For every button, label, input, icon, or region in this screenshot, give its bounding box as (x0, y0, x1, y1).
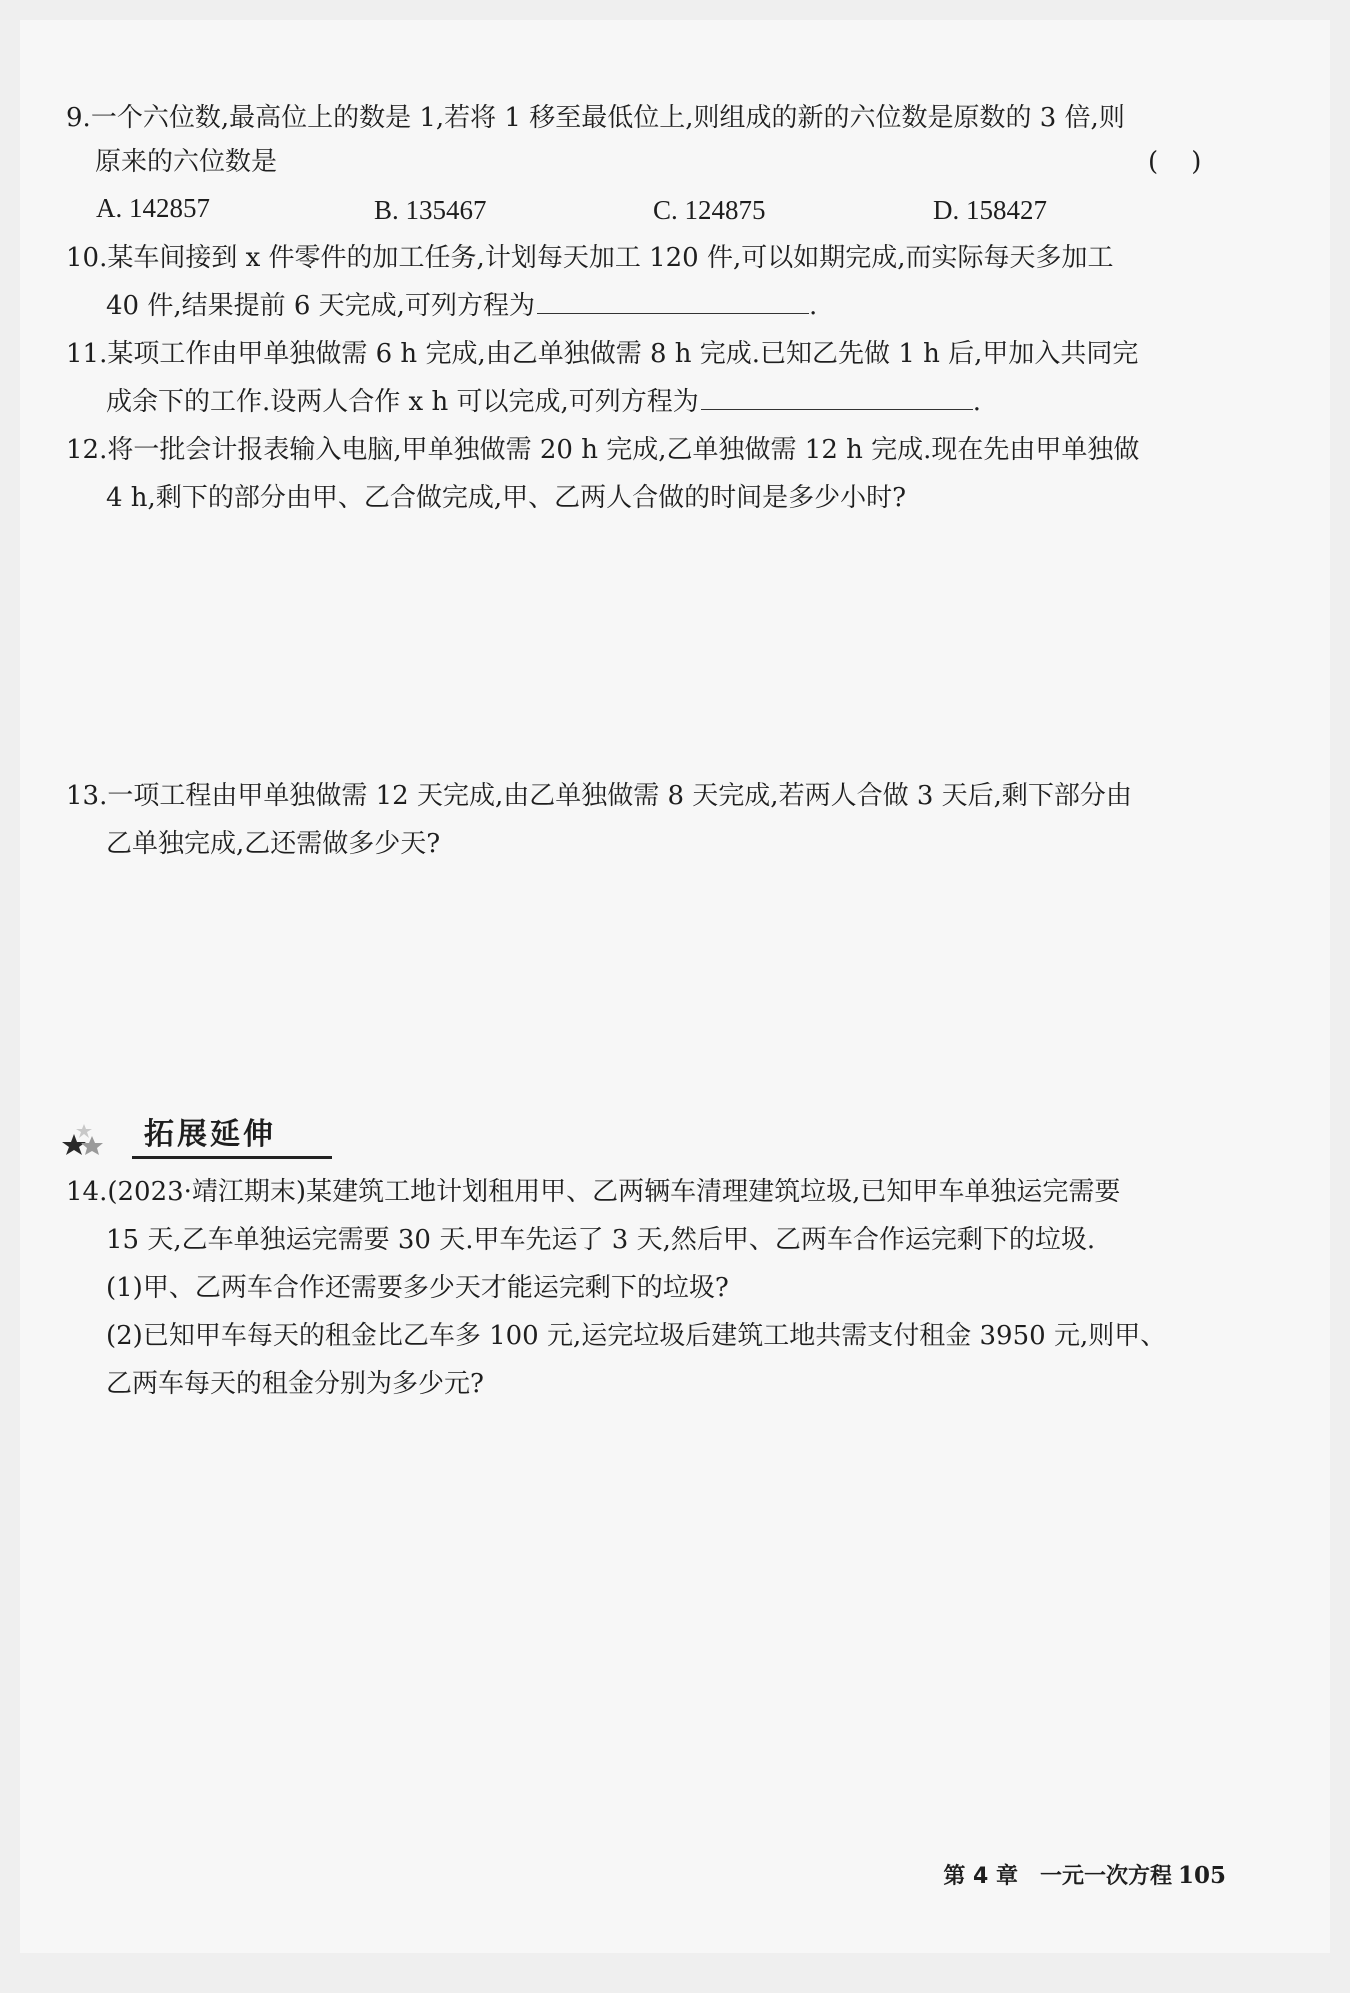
sub-question-2-continued: 乙两车每天的租金分别为多少元? (106, 1369, 484, 1399)
question-text-line: 乙单独完成,乙还需做多少天? (106, 829, 441, 859)
question-number: 13. (66, 781, 108, 811)
section-title: 拓展延伸 (144, 1117, 276, 1152)
question-text-line: 一项工程由甲单独做需 12 天完成,由乙单独做需 8 天完成,若两人合做 3 天后,剩下部分由 (107, 781, 1132, 811)
question-text-line: 一个六位数,最高位上的数是 1,若将 1 移至最低位上,则组成的新的六位数是原数的 3 倍,则 (90, 103, 1125, 133)
option-d: D. 158427 (933, 195, 1047, 225)
page-footer (943, 1858, 1226, 1895)
option-a: A. 142857 (96, 193, 210, 223)
section-heading (62, 1112, 302, 1160)
worksheet-page: 9.一个六位数,最高位上的数是 1,若将 1 移至最低位上,则组成的新的六位数是原数的 3 倍,则 原来的六位数是 ( ) A. 142857 B. 135467 C. 124875 D. 158427 10.某车间接到 x 件零件的加工任务,计划每天加工 120 件,可以如期完成,而实际每天多加工 40 件,结果提前 6 天完成,可列方程为 . 11.某项工作由甲单独做需 6 h 完成,由乙单独做需 8 h 完成.已知乙先做 1 h 后,甲加入共同完 成余下的工作.设两人合作 x h 可以完成,可列方程为 . 12.将一批会计报表输入电脑,甲单独做需 20 h 完成,乙单独做需 12 h 完成.现在先由甲单独做 4 h,剩下的部分由甲、乙合做完成,甲、乙两人合做的时间是多少小时? 13.一项工程由甲单独做需 12 天完成,由乙单独做需 8 天完成,若两人合做 3 天后,剩下部分由 乙单独完成,乙还需做多少天? 拓展延伸 14.(2023·靖江期末)某建筑工地计划租用甲、乙两辆车清理建筑垃圾,已知甲车单独运完需要 15 天,乙车单独运完需要 30 天.甲车先运了 3 天,然后甲、乙两车合作运完剩下的垃圾. (1)甲、乙两车合作还需要多少天才能运完剩下的垃圾? (2)已知甲车每天的租金比乙车多 100 元,运完垃圾后建筑工地共需支付租金 3950 元,则甲、 乙两车每天的租金分别为多少元? 第 4 章 一元一次方程 105 (20, 20, 1330, 1953)
question-text-line: 40 件,结果提前 6 天完成,可列方程为 (106, 291, 535, 321)
chapter-label: 第 4 章 (943, 1864, 1018, 1889)
sub-question-2: (2)已知甲车每天的租金比乙车多 100 元,运完垃圾后建筑工地共需支付租金 3950 元,则甲、 (106, 1321, 1167, 1351)
option-c: C. 124875 (653, 195, 766, 225)
question-text-line: 原来的六位数是 (95, 147, 278, 177)
sub-question-1: (1)甲、乙两车合作还需要多少天才能运完剩下的垃圾? (106, 1273, 729, 1303)
question-text-line: 成余下的工作.设两人合作 x h 可以完成,可列方程为 (106, 387, 699, 417)
option-b: B. 135467 (374, 195, 487, 225)
answer-blank[interactable] (701, 408, 973, 410)
question-text-line: 4 h,剩下的部分由甲、乙合做完成,甲、乙两人合做的时间是多少小时? (106, 483, 907, 513)
question-text-line: (2023·靖江期末)某建筑工地计划租用甲、乙两辆车清理建筑垃圾,已知甲车单独运完需要 (107, 1177, 1121, 1207)
question-text-line: 某项工作由甲单独做需 6 h 完成,由乙单独做需 8 h 完成.已知乙先做 1 h 后,甲加入共同完 (107, 339, 1139, 369)
question-text-line: 15 天,乙车单独运完需要 30 天.甲车先运了 3 天,然后甲、乙两车合作运完剩下的垃圾. (106, 1225, 1096, 1255)
question-number: 10. (66, 243, 108, 273)
chapter-title: 一元一次方程 (1039, 1864, 1172, 1889)
question-number: 9. (66, 103, 91, 133)
question-text-line: 某车间接到 x 件零件的加工任务,计划每天加工 120 件,可以如期完成,而实际每天多加工 (107, 243, 1114, 273)
section-underline (132, 1156, 332, 1159)
question-number: 11. (66, 339, 108, 369)
question-number: 12. (66, 435, 108, 465)
question-text-line: 将一批会计报表输入电脑,甲单独做需 20 h 完成,乙单独做需 12 h 完成.现在先由甲单独做 (107, 435, 1140, 465)
question-number: 14. (66, 1177, 108, 1207)
page-number: 105 (1177, 1862, 1226, 1889)
answer-parentheses: ( ) (1148, 147, 1202, 177)
stars-icon (62, 1124, 132, 1160)
answer-blank[interactable] (537, 312, 809, 314)
